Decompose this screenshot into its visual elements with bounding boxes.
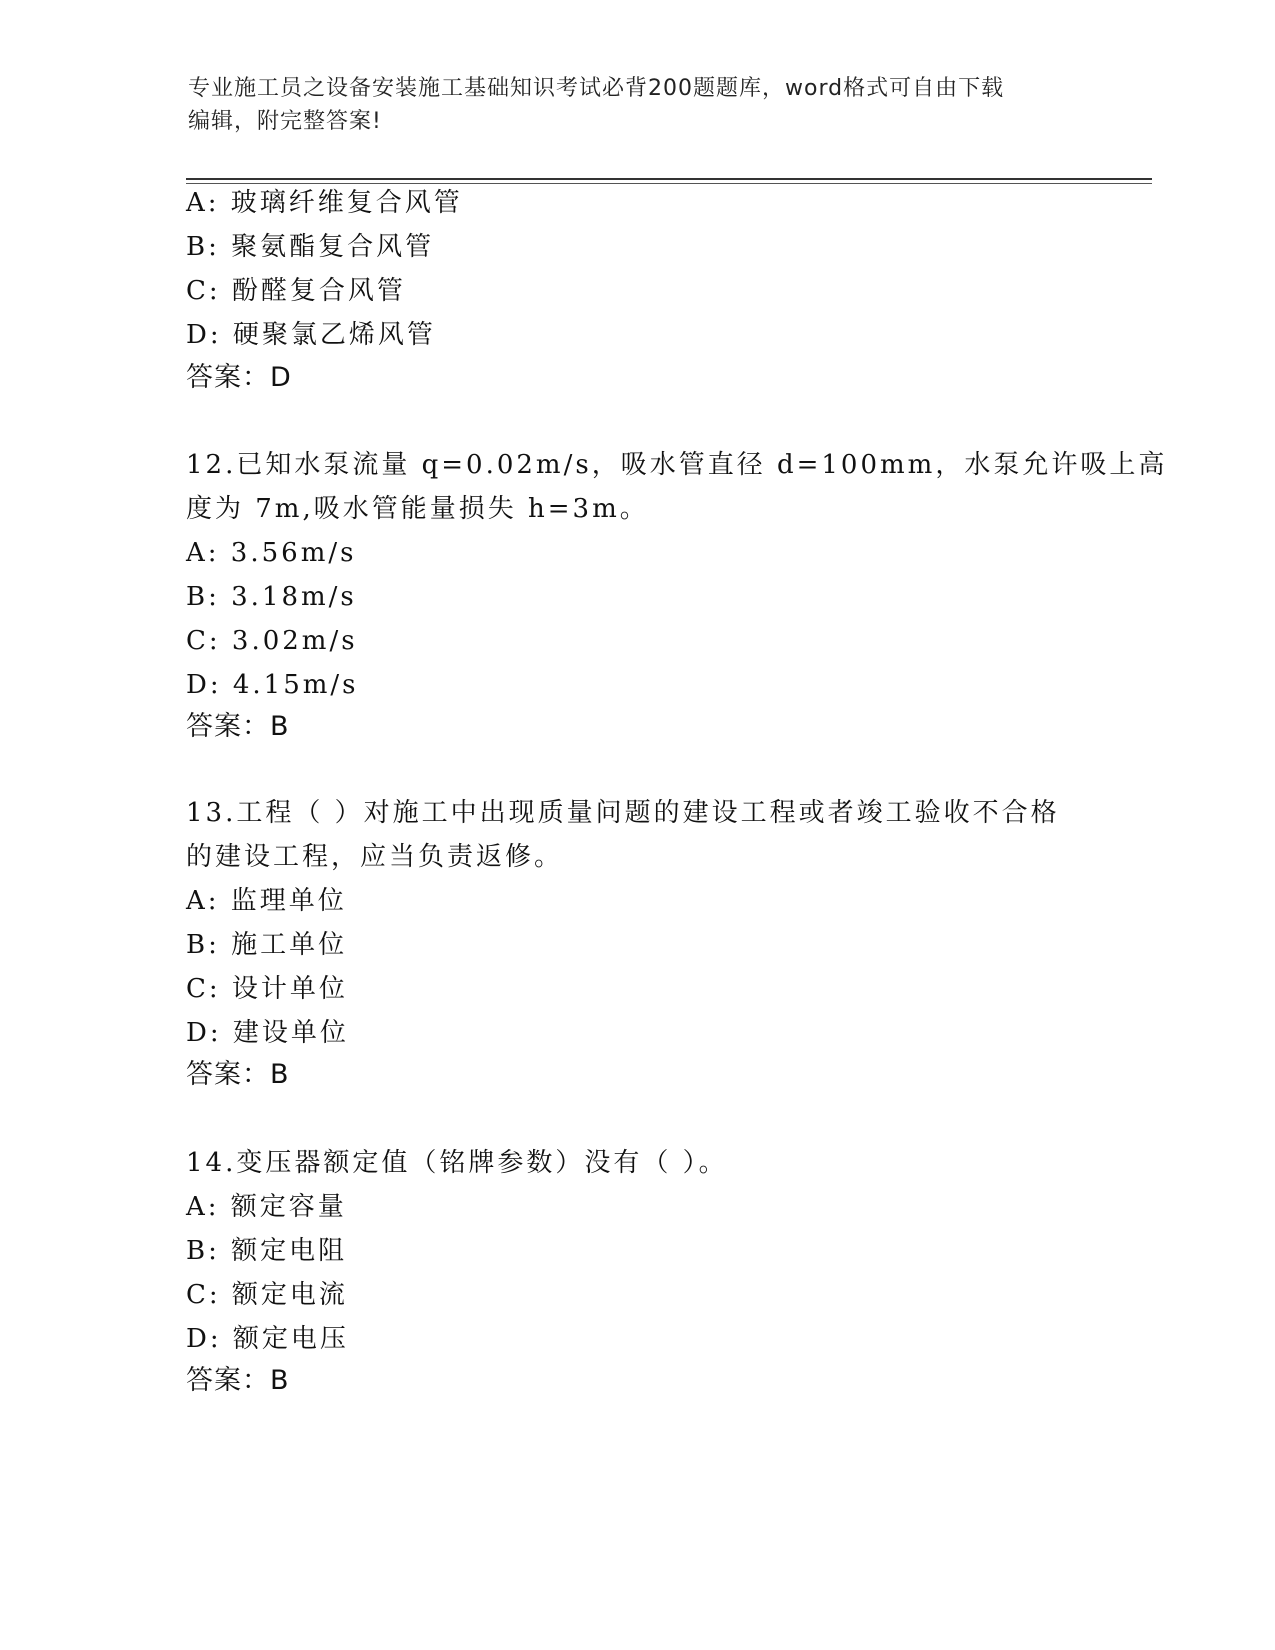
- header-line-2: 编辑，附完整答案!: [188, 109, 382, 134]
- q14-option-d: D: 额定电压: [186, 1324, 349, 1354]
- q13-stem-line-1: 13.工程（ ）对施工中出现质量问题的建设工程或者竣工验收不合格: [186, 798, 1060, 828]
- q11-answer: 答案：D: [186, 362, 292, 393]
- q12-answer: 答案：B: [186, 711, 290, 742]
- q11-option-b: B: 聚氨酯复合风管: [186, 232, 435, 262]
- q12-option-c: C: 3.02m/s: [186, 626, 358, 656]
- q13-option-b: B: 施工单位: [186, 930, 348, 960]
- q11-option-a: A: 玻璃纤维复合风管: [186, 188, 463, 218]
- q11-option-c: C: 酚醛复合风管: [186, 276, 406, 306]
- q14-option-b: B: 额定电阻: [186, 1236, 348, 1266]
- q14-option-c: C: 额定电流: [186, 1280, 348, 1310]
- q12-stem-line-2: 度为 7m,吸水管能量损失 h=3m。: [186, 494, 649, 524]
- q12-option-b: B: 3.18m/s: [186, 582, 357, 612]
- q14-answer: 答案：B: [186, 1365, 290, 1396]
- document-header: [188, 72, 1068, 138]
- q14-option-a: A: 额定容量: [186, 1192, 347, 1222]
- header-divider-thin: [186, 183, 1152, 184]
- q11-option-d: D: 硬聚氯乙烯风管: [186, 320, 436, 350]
- q12-stem-line-1: 12.已知水泵流量 q=0.02m/s，吸水管直径 d=100mm，水泵允许吸上高: [186, 450, 1168, 480]
- q13-option-c: C: 设计单位: [186, 974, 348, 1004]
- q12-option-a: A: 3.56m/s: [186, 538, 357, 568]
- q12-option-d: D: 4.15m/s: [186, 670, 359, 700]
- header-divider-thick: [186, 178, 1152, 180]
- header-line-1: 专业施工员之设备安装施工基础知识考试必背200题题库，word格式可自由下载: [188, 76, 1005, 101]
- q13-answer: 答案：B: [186, 1059, 290, 1090]
- q13-stem-line-2: 的建设工程，应当负责返修。: [186, 842, 564, 872]
- q13-option-a: A: 监理单位: [186, 886, 347, 916]
- q14-stem-line-1: 14.变压器额定值（铭牌参数）没有（ ）。: [186, 1148, 728, 1178]
- q13-option-d: D: 建设单位: [186, 1018, 349, 1048]
